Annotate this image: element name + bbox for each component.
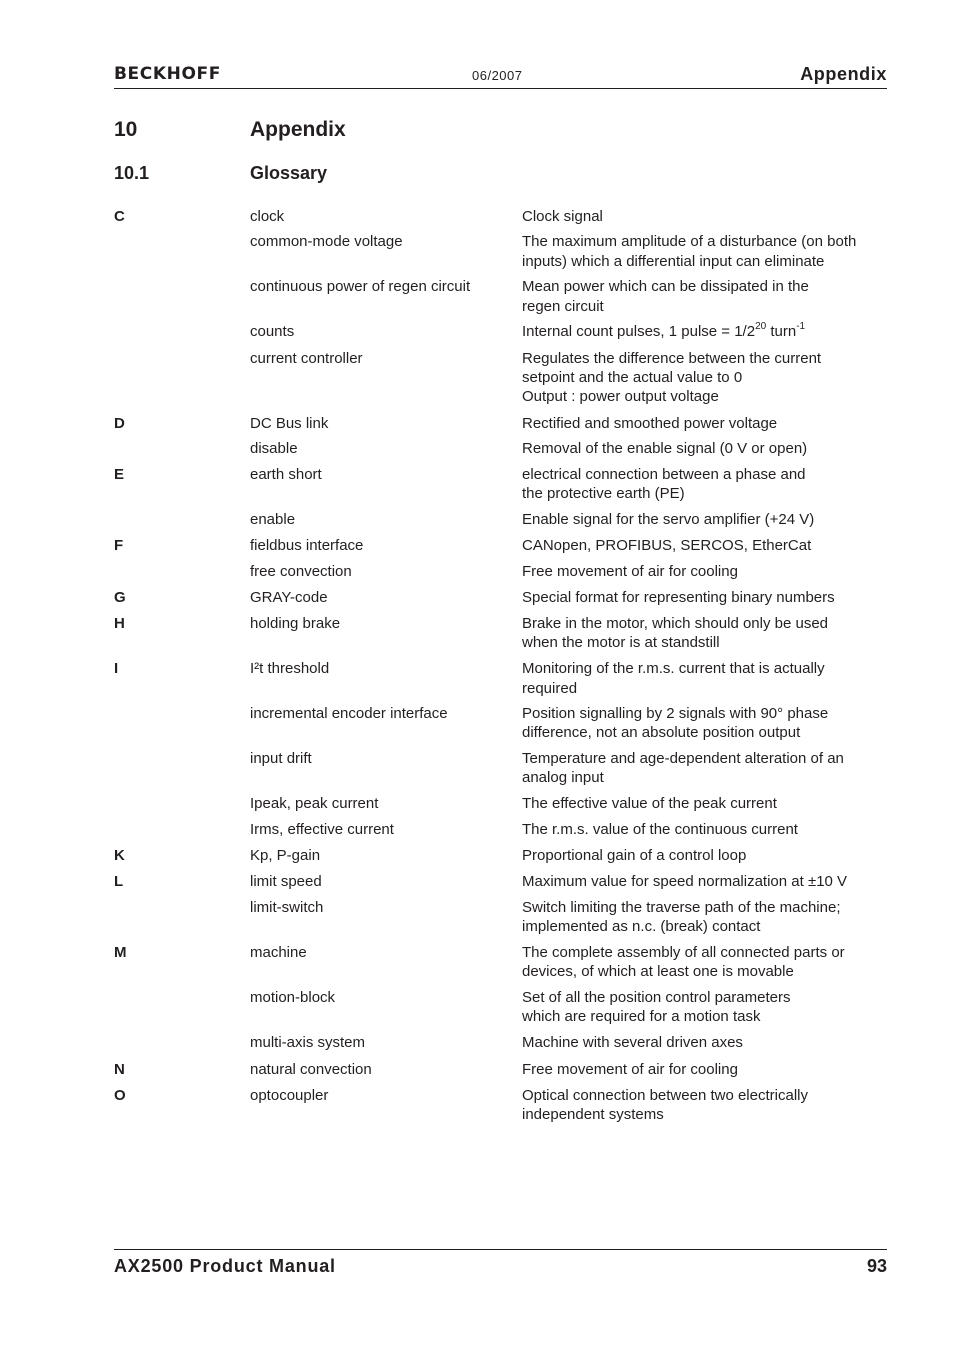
glossary-definition bbox=[522, 277, 887, 315]
glossary-definition bbox=[522, 232, 887, 270]
glossary-entry bbox=[114, 614, 887, 652]
definition-line bbox=[522, 207, 887, 226]
definition-line bbox=[522, 768, 887, 787]
definition-text: Temperature and age-dependent alteration of an bbox=[522, 750, 844, 768]
index-letter: D bbox=[114, 414, 125, 432]
index-letter: K bbox=[114, 847, 125, 865]
definition-line bbox=[522, 232, 887, 251]
definition-text: Free movement of air for cooling bbox=[522, 1060, 738, 1078]
glossary-definition bbox=[522, 349, 887, 407]
glossary-entry bbox=[114, 207, 887, 226]
glossary-term: common-mode voltage bbox=[250, 233, 403, 251]
definition-line bbox=[522, 536, 887, 555]
definition-line bbox=[522, 414, 887, 433]
definition-text: Clock signal bbox=[522, 207, 603, 225]
definition-text: Mean power which can be dissipated in the bbox=[522, 278, 809, 296]
glossary-definition bbox=[522, 659, 887, 697]
index-letter: G bbox=[114, 589, 126, 607]
glossary-term: continuous power of regen circuit bbox=[250, 278, 471, 296]
glossary-entry bbox=[114, 232, 887, 270]
glossary-term: disable bbox=[250, 440, 298, 458]
glossary-term: input drift bbox=[250, 750, 312, 768]
definition-line bbox=[522, 322, 887, 341]
definition-text: Proportional gain of a control loop bbox=[522, 847, 747, 865]
definition-text: Removal of the enable signal (0 V or open) bbox=[522, 440, 808, 458]
glossary-term: limit speed bbox=[250, 873, 322, 891]
glossary-entry bbox=[114, 704, 887, 742]
chapter-number: 10 bbox=[114, 118, 138, 141]
glossary-entry bbox=[114, 322, 887, 341]
definition-text: Monitoring of the r.m.s. current that is actually bbox=[522, 660, 825, 678]
definition-line bbox=[522, 1007, 887, 1026]
definition-text: Free movement of air for cooling bbox=[522, 563, 738, 581]
definition-line bbox=[522, 562, 887, 581]
definition-line bbox=[522, 588, 887, 607]
glossary-term: multi-axis system bbox=[250, 1033, 366, 1051]
glossary-definition bbox=[522, 465, 887, 503]
index-letter: I bbox=[114, 660, 119, 678]
glossary-definition bbox=[522, 322, 887, 341]
definition-line bbox=[522, 794, 887, 813]
section-title: Glossary bbox=[250, 163, 328, 183]
glossary-entry bbox=[114, 846, 887, 865]
glossary-term: limit-switch bbox=[250, 898, 324, 916]
definition-text: difference, not an absolute position output bbox=[522, 724, 801, 742]
glossary-definition bbox=[522, 820, 887, 839]
definition-line bbox=[522, 484, 887, 503]
definition-line bbox=[522, 679, 887, 698]
glossary-entry bbox=[114, 588, 887, 607]
glossary-term: fieldbus interface bbox=[250, 537, 364, 555]
glossary-term: DC Bus link bbox=[250, 414, 329, 432]
definition-line bbox=[522, 439, 887, 458]
index-letter: E bbox=[114, 466, 125, 484]
index-letter: M bbox=[114, 943, 127, 961]
glossary-term: Irms, effective current bbox=[250, 821, 394, 839]
definition-text: Special format for representing binary numbers bbox=[522, 589, 835, 607]
footer-manual-title: AX2500 Product Manual bbox=[114, 1256, 336, 1276]
definition-text: regen circuit bbox=[522, 297, 604, 315]
index-letter: N bbox=[114, 1060, 125, 1078]
glossary-term: earth short bbox=[250, 466, 322, 484]
definition-line bbox=[522, 704, 887, 723]
glossary-definition bbox=[522, 846, 887, 865]
definition-text: the protective earth (PE) bbox=[522, 485, 685, 503]
brand-logo: BECKHOFF bbox=[114, 64, 221, 84]
glossary-term: clock bbox=[250, 207, 285, 225]
glossary-entry bbox=[114, 349, 887, 407]
glossary-entry bbox=[114, 465, 887, 503]
glossary-term: enable bbox=[250, 511, 296, 529]
glossary-definition bbox=[522, 510, 887, 529]
definition-line bbox=[522, 252, 887, 271]
glossary-term: holding brake bbox=[250, 615, 341, 633]
definition-line bbox=[522, 1033, 887, 1052]
glossary-definition bbox=[522, 536, 887, 555]
definition-line bbox=[522, 1105, 887, 1124]
index-letter: L bbox=[114, 873, 124, 891]
chapter-title: Appendix bbox=[250, 118, 346, 141]
definition-line bbox=[522, 943, 887, 962]
glossary-definition bbox=[522, 1086, 887, 1124]
index-letter: C bbox=[114, 207, 125, 225]
definition-line bbox=[522, 988, 887, 1007]
glossary-entry bbox=[114, 510, 887, 529]
glossary-entry bbox=[114, 943, 887, 981]
definition-text: inputs) which a differential input can eliminate bbox=[522, 252, 825, 270]
definition-line bbox=[522, 898, 887, 917]
glossary-entry bbox=[114, 277, 887, 315]
glossary-term: I²t threshold bbox=[250, 660, 330, 678]
definition-text: Maximum value for speed normalization at ±10 V bbox=[522, 873, 848, 891]
glossary-entry bbox=[114, 439, 887, 458]
glossary-definition bbox=[522, 1033, 887, 1052]
glossary-definition bbox=[522, 414, 887, 433]
glossary-entry bbox=[114, 414, 887, 433]
definition-line bbox=[522, 510, 887, 529]
definition-line bbox=[522, 368, 887, 387]
definition-text: Switch limiting the traverse path of the machine; bbox=[522, 898, 841, 916]
glossary-definition bbox=[522, 749, 887, 787]
definition-text: Set of all the position control parameters bbox=[522, 988, 791, 1006]
definition-line bbox=[522, 633, 887, 652]
definition-text: Output : power output voltage bbox=[522, 387, 719, 405]
glossary-definition bbox=[522, 943, 887, 981]
definition-line bbox=[522, 749, 887, 768]
glossary-entry bbox=[114, 794, 887, 813]
definition-line bbox=[522, 465, 887, 484]
page-footer bbox=[114, 1249, 887, 1276]
definition-line bbox=[522, 387, 887, 406]
glossary-term: free convection bbox=[250, 563, 352, 581]
exponent: -1 bbox=[796, 321, 806, 333]
page-number: 93 bbox=[866, 1256, 887, 1276]
glossary-entry bbox=[114, 1060, 887, 1079]
definition-text: implemented as n.c. (break) contact bbox=[522, 917, 761, 935]
glossary-term: counts bbox=[250, 323, 295, 341]
glossary-entry bbox=[114, 749, 887, 787]
glossary-definition bbox=[522, 562, 887, 581]
glossary-entry bbox=[114, 1086, 887, 1124]
definition-text: which are required for a motion task bbox=[522, 1008, 761, 1026]
glossary-term: Ipeak, peak current bbox=[250, 795, 379, 813]
glossary-term: optocoupler bbox=[250, 1086, 329, 1104]
definition-line bbox=[522, 1086, 887, 1105]
definition-text: Enable signal for the servo amplifier (+24 V) bbox=[522, 511, 815, 529]
glossary-definition bbox=[522, 207, 887, 226]
header-section-title: Appendix bbox=[800, 64, 887, 84]
glossary-term: motion-block bbox=[250, 988, 336, 1006]
glossary-entry bbox=[114, 872, 887, 891]
unit-text: turn bbox=[766, 323, 797, 341]
glossary-definition bbox=[522, 988, 887, 1026]
definition-line bbox=[522, 614, 887, 633]
index-letter: O bbox=[114, 1086, 126, 1104]
glossary-term: current controller bbox=[250, 349, 363, 367]
glossary-entry bbox=[114, 659, 887, 697]
definition-text: The effective value of the peak current bbox=[522, 795, 777, 813]
glossary-definition bbox=[522, 704, 887, 742]
definition-text: when the motor is at standstill bbox=[522, 634, 720, 652]
definition-text: The r.m.s. value of the continuous current bbox=[522, 821, 798, 839]
definition-text: Regulates the difference between the current bbox=[522, 349, 822, 367]
definition-text: The maximum amplitude of a disturbance (on both bbox=[522, 233, 857, 251]
glossary-entry bbox=[114, 988, 887, 1026]
glossary-entry bbox=[114, 898, 887, 936]
definition-text: Brake in the motor, which should only be used bbox=[522, 615, 829, 633]
glossary-list bbox=[114, 200, 887, 1124]
section-number: 10.1 bbox=[114, 163, 150, 183]
definition-line bbox=[522, 962, 887, 981]
definition-line bbox=[522, 1060, 887, 1079]
glossary-definition bbox=[522, 794, 887, 813]
definition-line bbox=[522, 277, 887, 296]
glossary-term: incremental encoder interface bbox=[250, 705, 448, 723]
page-header bbox=[114, 60, 887, 89]
definition-text: analog input bbox=[522, 769, 604, 787]
definition-text: Position signalling by 2 signals with 90° phase bbox=[522, 705, 829, 723]
definition-text: setpoint and the actual value to 0 bbox=[522, 368, 743, 386]
definition-text: electrical connection between a phase and bbox=[522, 466, 806, 484]
definition-line bbox=[522, 349, 887, 368]
glossary-term: natural convection bbox=[250, 1060, 372, 1078]
glossary-term: Kp, P-gain bbox=[250, 847, 321, 865]
glossary-definition bbox=[522, 898, 887, 936]
definition-text: CANopen, PROFIBUS, SERCOS, EtherCat bbox=[522, 537, 812, 555]
glossary-definition bbox=[522, 1060, 887, 1079]
glossary-entry bbox=[114, 1033, 887, 1052]
glossary-definition bbox=[522, 614, 887, 652]
definition-line bbox=[522, 659, 887, 678]
glossary-entry bbox=[114, 562, 887, 581]
definition-line bbox=[522, 846, 887, 865]
glossary-definition bbox=[522, 872, 887, 891]
glossary-term: GRAY-code bbox=[250, 589, 328, 607]
definition-text: Rectified and smoothed power voltage bbox=[522, 414, 778, 432]
exponent: 20 bbox=[755, 321, 767, 333]
header-date: 06/2007 bbox=[472, 68, 523, 83]
definition-line bbox=[522, 917, 887, 936]
glossary-definition bbox=[522, 439, 887, 458]
definition-line bbox=[522, 872, 887, 891]
definition-text: independent systems bbox=[522, 1105, 664, 1123]
glossary-term: machine bbox=[250, 943, 307, 961]
index-letter: H bbox=[114, 615, 125, 633]
definition-text: required bbox=[522, 679, 578, 697]
definition-text: Optical connection between two electrically bbox=[522, 1086, 808, 1104]
definition-text: The complete assembly of all connected parts or bbox=[522, 943, 845, 961]
index-letter: F bbox=[114, 537, 124, 555]
glossary-entry bbox=[114, 536, 887, 555]
definition-text: Machine with several driven axes bbox=[522, 1033, 743, 1051]
definition-line bbox=[522, 297, 887, 316]
definition-line bbox=[522, 820, 887, 839]
definition-text: devices, of which at least one is movable bbox=[522, 963, 794, 981]
glossary-entry bbox=[114, 820, 887, 839]
definition-text: Internal count pulses, 1 pulse = 1/2 bbox=[522, 323, 756, 341]
glossary-definition bbox=[522, 588, 887, 607]
definition-line bbox=[522, 723, 887, 742]
